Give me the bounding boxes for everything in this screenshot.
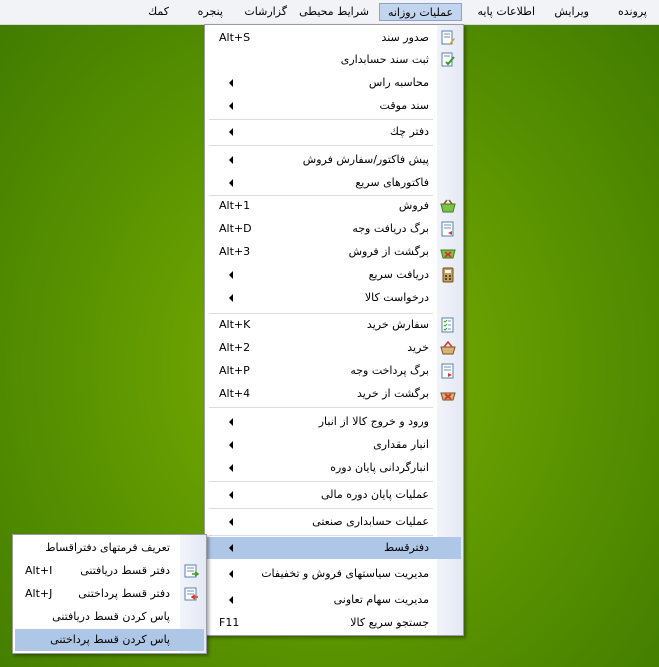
menu-item-installment-formats[interactable]	[15, 537, 204, 559]
menu-item-label: پیش فاکتور/سفارش فروش	[302, 153, 429, 166]
menu-item-label: برگشت از خرید	[356, 387, 429, 400]
menu-item-register-accounting-document[interactable]	[207, 49, 461, 71]
menu-item-label: ورود و خروج کالا از انبار	[318, 415, 429, 428]
menu-separator	[209, 535, 433, 536]
ledger-out-icon	[183, 586, 199, 602]
menu-item-label: تعریف فرمتهای دفتراقساط	[45, 541, 170, 554]
menu-reports[interactable]: گزارشات	[244, 5, 287, 18]
basket-purchase-icon	[440, 340, 456, 356]
menu-item-issue-document[interactable]	[207, 27, 461, 49]
basket-green-icon	[440, 198, 456, 214]
menu-item-installment-book[interactable]	[207, 537, 461, 559]
menu-item-label: ثبت سند حسابداری	[340, 53, 429, 66]
menu-item-label: دفترقسط	[383, 541, 429, 554]
document-check-icon	[440, 52, 456, 68]
shortcut-label: Alt+1	[219, 199, 251, 212]
menu-separator	[209, 119, 433, 120]
menu-item-pass-receivable[interactable]	[15, 606, 204, 628]
menu-item-label: عملیات پایان دوره مالی	[320, 488, 429, 501]
menu-item-sales-return[interactable]	[207, 241, 461, 263]
menu-item-quick-invoices[interactable]	[207, 172, 461, 194]
menu-item-label: صدور سند	[381, 31, 429, 44]
menu-item-label: سند موقت	[379, 99, 429, 112]
menu-item-label: دریافت سریع	[368, 268, 429, 281]
shortcut-label: Alt+K	[219, 318, 251, 331]
menu-base-info[interactable]: اطلاعات پایه	[477, 5, 535, 18]
menu-item-sales[interactable]	[207, 195, 461, 217]
menu-item-pass-payable[interactable]	[15, 629, 204, 651]
menu-item-payable-installments[interactable]	[15, 583, 204, 605]
submenu-arrow-icon	[229, 156, 233, 164]
shortcut-label: Alt+P	[219, 364, 250, 377]
menu-item-label: انبارگردانی پایان دوره	[330, 461, 429, 474]
menu-environment[interactable]: شرایط محیطی	[299, 5, 369, 18]
menu-item-fiscal-period-end[interactable]	[207, 484, 461, 506]
submenu-arrow-icon	[229, 79, 233, 87]
menu-item-due-calc[interactable]	[207, 72, 461, 94]
menu-item-label: خرید	[407, 341, 429, 354]
menu-item-label: عملیات حسابداری صنعتی	[312, 515, 429, 528]
basket-cancel-icon	[440, 386, 456, 402]
menu-item-label: جستجو سریع کالا	[350, 616, 429, 629]
submenu-arrow-icon	[229, 570, 233, 578]
menu-item-quick-receipt[interactable]	[207, 264, 461, 286]
ledger-in-icon	[183, 563, 199, 579]
submenu-arrow-icon	[229, 418, 233, 426]
menu-item-label: پاس کردن قسط دریافتنی	[52, 610, 170, 623]
daily-operations-menu	[204, 24, 464, 636]
order-list-icon	[440, 317, 456, 333]
submenu-arrow-icon	[229, 102, 233, 110]
payment-icon	[440, 363, 456, 379]
menu-item-label: انبار مقداری	[373, 438, 429, 451]
calculator-icon	[440, 267, 456, 283]
menu-daily-operations[interactable]: عملیات روزانه	[379, 3, 462, 21]
menu-item-industrial-accounting[interactable]	[207, 511, 461, 533]
menu-item-label: فروش	[398, 199, 429, 212]
menu-item-label: دفتر قسط دریافتنی	[80, 564, 170, 577]
menu-item-label: مدیریت سیاستهای فروش و تخفیفات	[261, 567, 429, 580]
shortcut-label: Alt+I	[25, 564, 53, 577]
menu-item-label: برگ پرداخت وجه	[350, 364, 429, 377]
menu-item-purchase-return[interactable]	[207, 383, 461, 405]
menu-help[interactable]: کمك	[148, 5, 169, 18]
shortcut-label: F11	[219, 616, 240, 629]
menu-item-label: محاسبه راس	[368, 76, 429, 89]
menu-item-period-end-inventory[interactable]	[207, 457, 461, 479]
menu-separator	[209, 508, 433, 509]
submenu-arrow-icon	[229, 596, 233, 604]
menu-item-quantity-warehouse[interactable]	[207, 434, 461, 456]
submenu-arrow-icon	[229, 518, 233, 526]
submenu-arrow-icon	[229, 271, 233, 279]
document-edit-icon	[440, 30, 456, 46]
menu-bar	[0, 0, 659, 25]
menu-file[interactable]: پرونده	[617, 5, 647, 18]
menu-item-goods-request[interactable]	[207, 287, 461, 309]
menu-item-warehouse-in-out[interactable]	[207, 411, 461, 433]
menu-item-sales-policy[interactable]	[207, 563, 461, 585]
shortcut-label: Alt+3	[219, 245, 251, 258]
shortcut-label: Alt+4	[219, 387, 251, 400]
menu-item-quick-goods-search[interactable]	[207, 612, 461, 634]
submenu-arrow-icon	[229, 128, 233, 136]
menu-item-label: دفتر قسط پرداختنی	[78, 587, 170, 600]
menu-item-proforma[interactable]	[207, 149, 461, 171]
shortcut-label: Alt+S	[219, 31, 251, 44]
basket-return-icon	[440, 244, 456, 260]
menu-item-label: پاس کردن قسط پرداختنی	[50, 633, 170, 646]
menu-item-label: دفتر چك	[389, 125, 429, 138]
menu-item-label: سفارش خرید	[366, 318, 429, 331]
submenu-arrow-icon	[229, 294, 233, 302]
menu-item-payment-voucher[interactable]	[207, 360, 461, 382]
menu-edit[interactable]: ویرایش	[554, 5, 589, 18]
receipt-icon	[440, 221, 456, 237]
menu-window[interactable]: پنجره	[197, 5, 223, 18]
submenu-arrow-icon	[229, 441, 233, 449]
submenu-arrow-icon	[229, 544, 233, 552]
menu-item-label: برگ دریافت وجه	[352, 222, 429, 235]
menu-item-temporary-document[interactable]	[207, 95, 461, 117]
menu-item-label: مدیریت سهام تعاونی	[333, 593, 429, 606]
menu-item-label: فاکتورهای سریع	[355, 176, 429, 189]
menu-item-label: درخواست کالا	[364, 291, 429, 304]
menu-item-purchase-order[interactable]	[207, 314, 461, 336]
installment-submenu	[12, 534, 207, 654]
submenu-arrow-icon	[229, 179, 233, 187]
menu-item-receivable-installments[interactable]	[15, 560, 204, 582]
menu-item-check-book[interactable]	[207, 121, 461, 143]
menu-separator	[209, 481, 433, 482]
shortcut-label: Alt+D	[219, 222, 252, 235]
submenu-arrow-icon	[229, 491, 233, 499]
menu-item-label: برگشت از فروش	[348, 245, 429, 258]
shortcut-label: Alt+J	[25, 587, 53, 600]
menu-separator	[209, 145, 433, 146]
menu-separator	[209, 407, 433, 408]
menu-item-receipt-voucher[interactable]	[207, 218, 461, 240]
shortcut-label: Alt+2	[219, 341, 251, 354]
menu-item-cooperative-shares[interactable]	[207, 589, 461, 611]
submenu-arrow-icon	[229, 464, 233, 472]
menu-item-purchase[interactable]	[207, 337, 461, 359]
